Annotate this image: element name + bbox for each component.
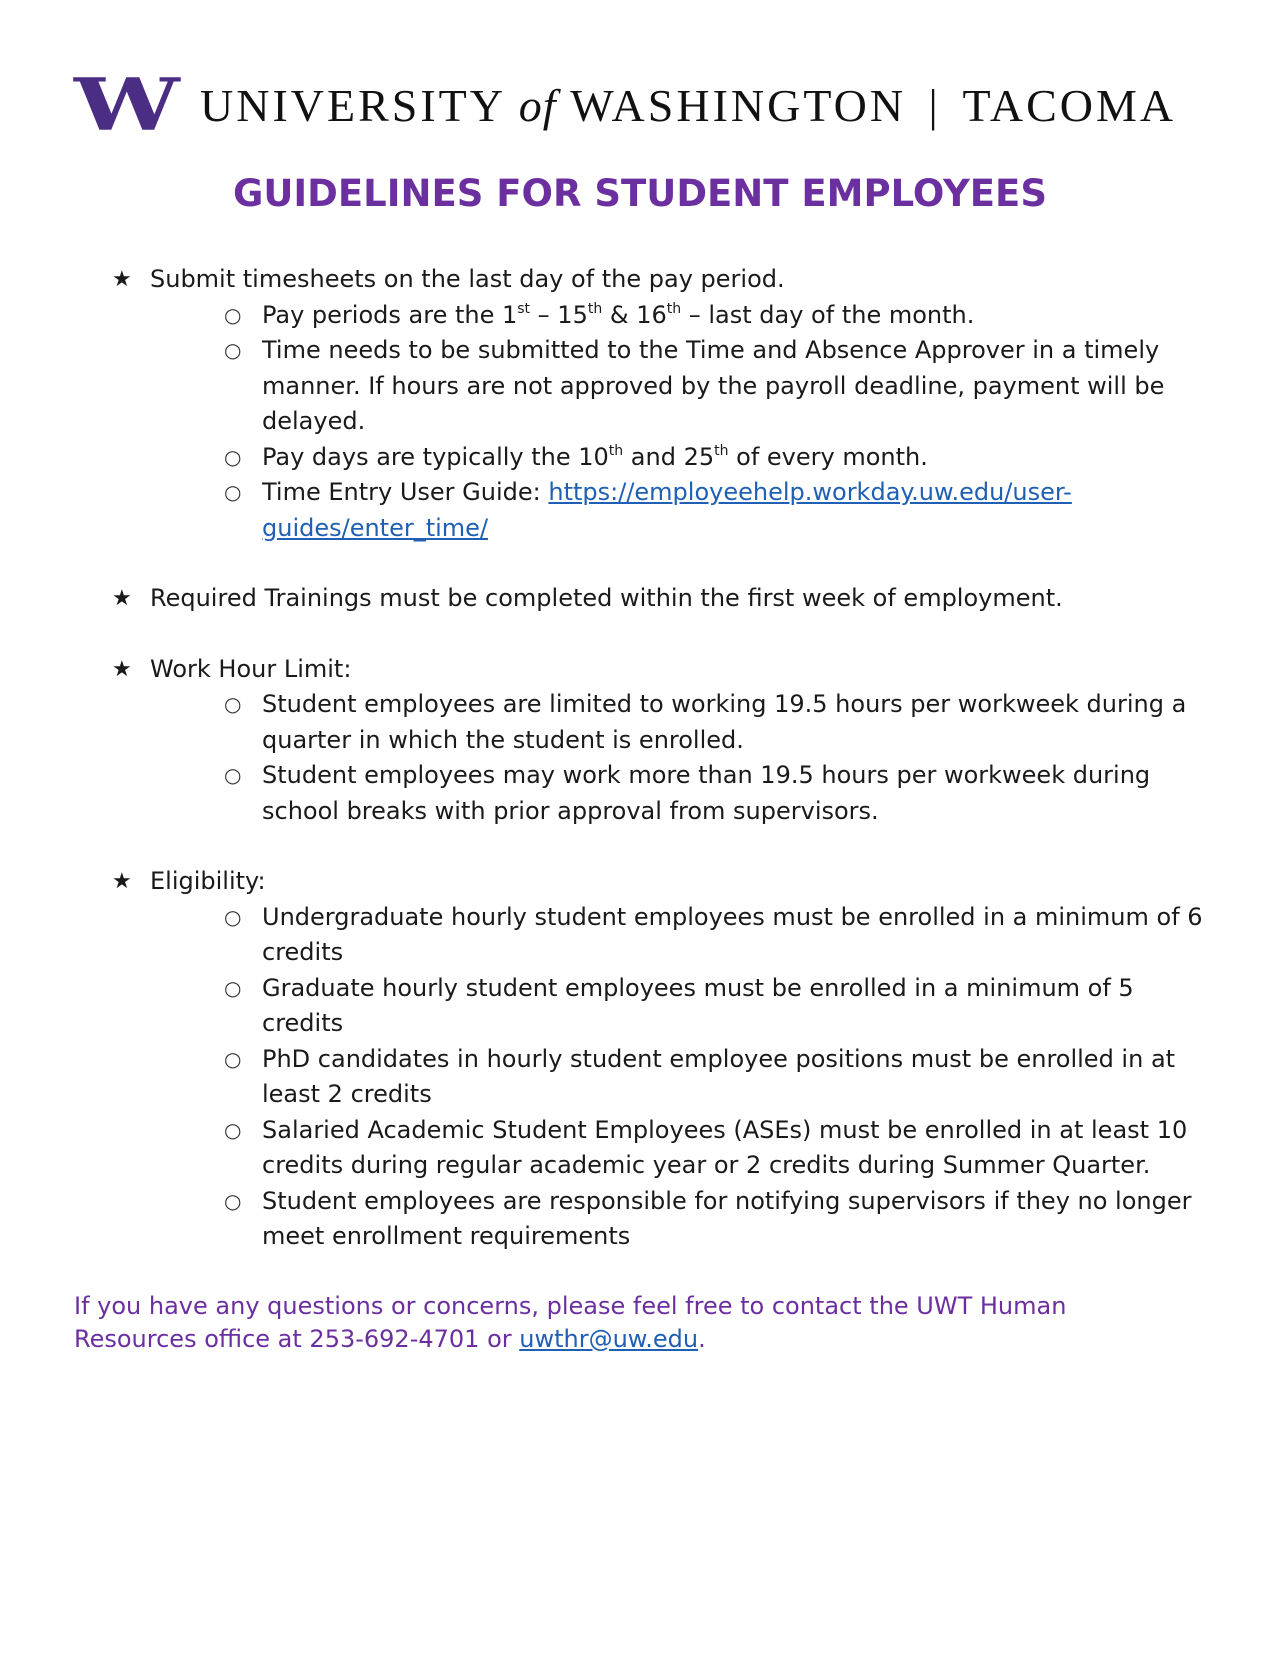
sub-list-item — [112, 440, 1212, 476]
sub-list-item — [112, 758, 1212, 829]
circle-bullet-icon: ○ — [224, 1046, 242, 1071]
sub-item-text: Undergraduate hourly student employees must be enrolled in a minimum of 6 credits — [262, 902, 1203, 966]
email-link[interactable]: uwthr@uw.edu — [519, 1325, 699, 1353]
section-trainings — [112, 581, 1212, 617]
section-heading: Eligibility: — [150, 867, 266, 895]
sub-list-item — [112, 333, 1212, 440]
sub-list-item — [112, 298, 1212, 334]
text: of every month. — [728, 442, 928, 471]
section-work-hour-limit — [112, 652, 1212, 830]
list-item — [112, 262, 1212, 298]
star-bullet-icon: ★ — [112, 869, 132, 894]
pay-periods-text — [262, 298, 1212, 334]
list-item — [112, 652, 1212, 688]
text: and 25 — [623, 442, 715, 471]
wordmark-of: of — [518, 79, 557, 131]
wordmark-campus: TACOMA — [962, 79, 1177, 131]
circle-bullet-icon: ○ — [224, 480, 242, 504]
contact-text: If you have any questions or concerns, please feel free to contact the UWT Human Resources office at 253-692-4701 or — [74, 1292, 1067, 1353]
section-eligibility — [112, 864, 1212, 1255]
submission-text: Time needs to be submitted to the Time and Absence Approver in a timely manner. If hours are not approved by the payroll deadline, payment will be delayed. — [262, 336, 1165, 435]
sub-list-item — [112, 1113, 1212, 1184]
wordmark-university: UNIVERSITY — [200, 79, 505, 131]
text: – 15 — [530, 300, 588, 329]
user-guide-link[interactable]: https://employeehelp.workday.uw.edu/user-guides/enter_time/ — [262, 478, 1072, 542]
sub-item-text: Student employees are limited to working 19.5 hours per workweek during a quarter in which the student is enrolled. — [262, 690, 1187, 754]
sub-list — [112, 298, 1212, 547]
sub-list — [112, 900, 1212, 1255]
sub-item-text: Graduate hourly student employees must be enrolled in a minimum of 5 credits — [262, 973, 1134, 1037]
list-item — [112, 581, 1212, 617]
university-wordmark — [200, 79, 1176, 132]
wordmark-washington: WASHINGTON — [570, 79, 907, 131]
star-bullet-icon: ★ — [112, 267, 132, 292]
circle-bullet-icon: ○ — [224, 763, 242, 787]
circle-bullet-icon: ○ — [224, 444, 242, 469]
list-item — [112, 864, 1212, 900]
sub-list-item — [112, 900, 1212, 971]
sub-list-item — [112, 971, 1212, 1042]
section-timesheets — [112, 262, 1212, 546]
section-heading: Work Hour Limit: — [150, 654, 352, 683]
circle-bullet-icon: ○ — [224, 975, 242, 1000]
contact-end: . — [698, 1325, 706, 1353]
user-guide-text — [262, 475, 1212, 546]
section-heading: Required Trainings must be completed within the first week of employment. — [150, 584, 1063, 612]
text: Pay periods are the 1 — [262, 300, 518, 329]
circle-bullet-icon: ○ — [224, 1117, 242, 1142]
user-guide-label: Time Entry User Guide: — [262, 478, 549, 506]
text: & 16 — [602, 300, 667, 329]
superscript: th — [587, 300, 603, 317]
section-heading: Submit timesheets on the last day of the pay period. — [150, 265, 785, 293]
superscript: st — [517, 300, 531, 317]
text: – last day of the month. — [681, 300, 975, 329]
circle-bullet-icon: ○ — [224, 338, 242, 362]
sub-list-item — [112, 475, 1212, 546]
wordmark-separator: | — [928, 79, 941, 131]
sub-list — [112, 687, 1212, 829]
sub-item-text: Student employees are responsible for notifying supervisors if they no longer meet enrollment requirements — [262, 1186, 1192, 1250]
circle-bullet-icon: ○ — [224, 1188, 242, 1213]
superscript: th — [666, 300, 682, 317]
guidelines-list — [112, 262, 1212, 1290]
circle-bullet-icon: ○ — [224, 302, 242, 327]
sub-list-item — [112, 1184, 1212, 1255]
sub-list-item — [112, 687, 1212, 758]
header — [74, 62, 1177, 148]
superscript: th — [608, 442, 624, 459]
star-bullet-icon: ★ — [112, 656, 132, 682]
text: Pay days are typically the 10 — [262, 442, 609, 471]
sub-item-text: Salaried Academic Student Employees (ASEs) must be enrolled in at least 10 credits during regular academic year or 2 credits during Summer Quarter. — [262, 1115, 1188, 1179]
uw-w-logo-icon: W — [74, 62, 173, 148]
star-bullet-icon: ★ — [112, 586, 132, 611]
circle-bullet-icon: ○ — [224, 904, 242, 929]
superscript: th — [714, 442, 729, 459]
sub-list-item — [112, 1042, 1212, 1113]
page-title: GUIDELINES FOR STUDENT EMPLOYEES — [233, 172, 1047, 215]
pay-days-text — [262, 440, 1212, 476]
sub-item-text: PhD candidates in hourly student employee positions must be enrolled in at least 2 credits — [262, 1044, 1176, 1108]
sub-item-text: Student employees may work more than 19.5 hours per workweek during school breaks with prior approval from supervisors. — [262, 761, 1151, 825]
circle-bullet-icon: ○ — [224, 692, 242, 716]
contact-footer — [74, 1290, 1194, 1356]
